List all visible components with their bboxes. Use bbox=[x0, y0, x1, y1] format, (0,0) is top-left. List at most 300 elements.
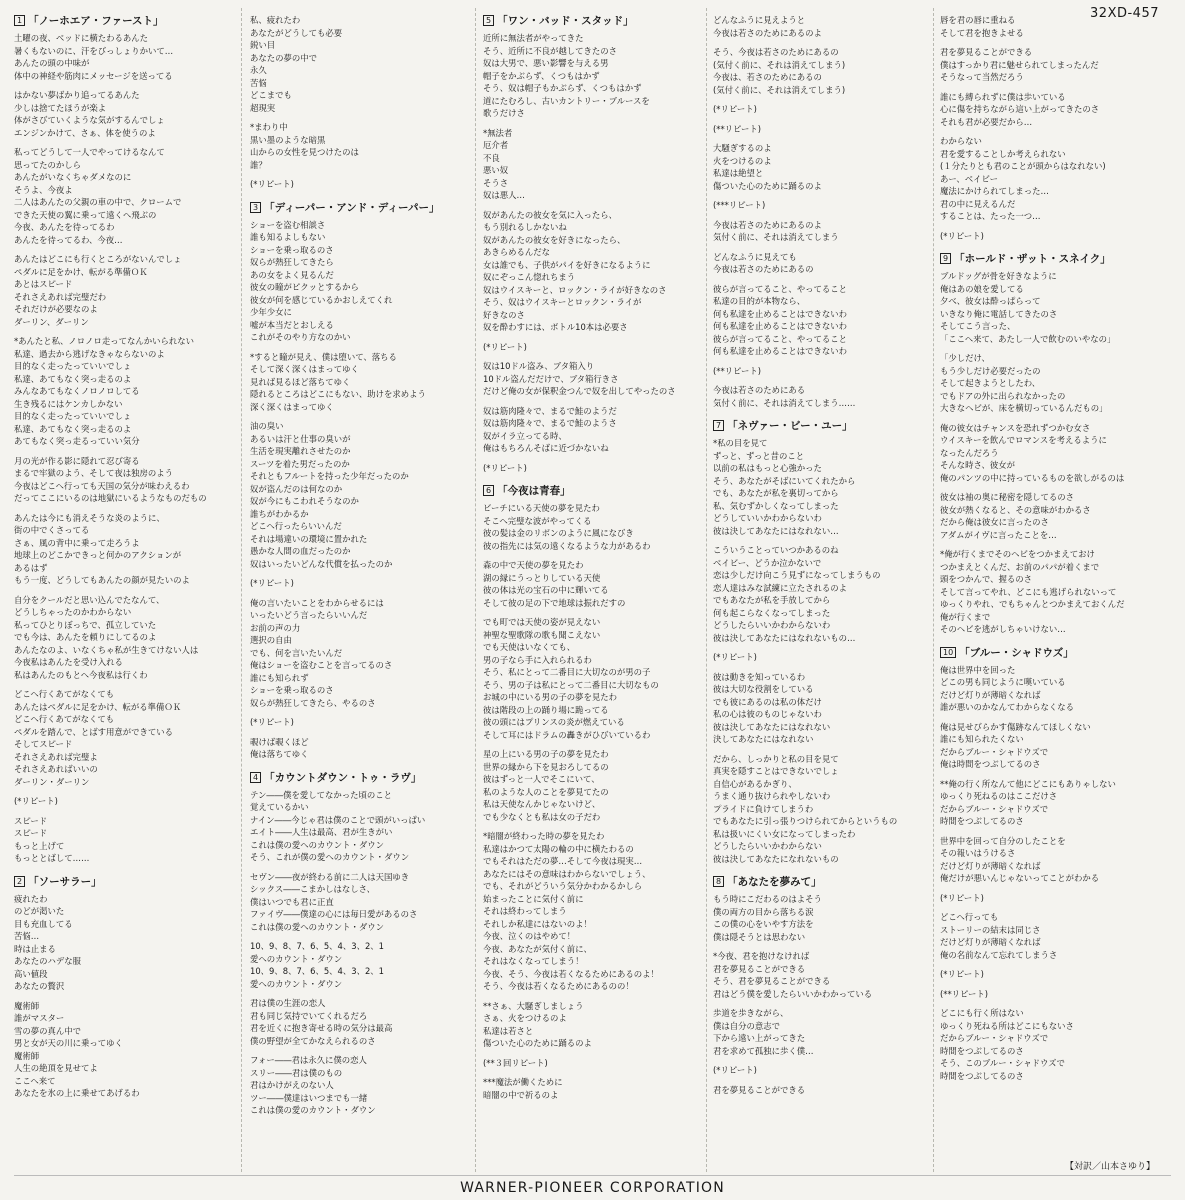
lyric-line: 僕はいつでも君に正直 bbox=[250, 896, 334, 907]
stanza bbox=[713, 283, 941, 358]
song-block bbox=[713, 875, 941, 1096]
lyric-line: それさえあれば完璧だわ bbox=[14, 291, 107, 302]
lyric-line: それしか私達にはないのよ！ bbox=[483, 918, 592, 929]
lyric-line: 私達は絶望と bbox=[713, 168, 764, 178]
lyric-line: 俺は時間をつぶしてるのさ bbox=[940, 759, 1041, 769]
lyric-line: テン――僕を愛してなかった頃のこと bbox=[250, 789, 392, 800]
lyric-line: 帽子をかぶらず、くつもはかず bbox=[483, 70, 600, 81]
lyric-line: いきなり俺に電話してきたのさ bbox=[940, 308, 1058, 319]
lyric-line: 彼らが言ってること、やってること bbox=[713, 283, 847, 294]
track-number: 9 bbox=[940, 253, 951, 264]
lyric-line: することは、たった一つ… bbox=[940, 211, 1041, 221]
lyric-line: ***魔法が働くために bbox=[483, 1077, 563, 1087]
lyric-line: 心に傷を持ちながら這い上がってきたのさ bbox=[940, 104, 1100, 114]
lyric-line: 奴はウイスキーと、ロックン・ライが好きなのさ bbox=[483, 284, 667, 295]
stanza bbox=[713, 46, 941, 96]
lyric-line: 俺は世界中を回った bbox=[940, 664, 1016, 675]
lyric-line: ナイン――今じゃ君は僕のことで頭がいっぱい bbox=[250, 814, 426, 825]
lyric-line: でもドアの外に出られなかったの bbox=[940, 390, 1066, 401]
lyric-line: みんなあてもなくノロノロしてる bbox=[14, 386, 140, 396]
song-title-text: 「ソーサラー」 bbox=[28, 875, 102, 888]
lyric-line: いったいどう言ったらいいんだ bbox=[250, 610, 368, 620]
lyric-line: でも、何を言いたいんだ bbox=[250, 647, 343, 658]
lyric-line: 今夜は、若さのためにあるの bbox=[713, 72, 822, 82]
lyric-line: 奴が今にもこわれそうなのか bbox=[250, 496, 359, 506]
stanza bbox=[483, 405, 711, 455]
song-title bbox=[250, 201, 478, 216]
lyric-line: 覚えているかい bbox=[250, 802, 309, 812]
lyric-line: 決してあなたにはなれない bbox=[713, 734, 814, 744]
lyric-line: だけど俺の女が保釈金つんで奴を出してやったのさ bbox=[483, 386, 676, 396]
lyric-line: ペダルを踏んで、とばす用意ができている bbox=[14, 726, 173, 737]
lyric-line: 奴がイラ立ってる時、 bbox=[483, 430, 567, 441]
lyric-line: 彼らが言ってること、やってること bbox=[713, 333, 847, 344]
lyric-line: 頭をつかんで、握るのさ bbox=[940, 574, 1032, 584]
lyric-line: 私、気むずかしくなってしまった bbox=[713, 500, 839, 511]
lyric-line: 雪の夢の真ん中で bbox=[14, 1025, 81, 1036]
stanza bbox=[940, 548, 1168, 636]
song-title bbox=[250, 771, 478, 786]
stanza bbox=[713, 1064, 941, 1077]
lyric-line: どこへ行っても bbox=[940, 912, 999, 922]
lyric-line: 時間をつぶしてるのさ bbox=[940, 1070, 1024, 1081]
lyric-line: あとはスピード bbox=[14, 279, 73, 289]
lyric-line: ゆっくり死ねる所はどこにもないさ bbox=[940, 1020, 1074, 1031]
lyric-line: 私はあんたのもとへ今夜私は行くわ bbox=[14, 669, 148, 680]
lyric-line: 私、疲れたわ bbox=[250, 15, 301, 25]
lyric-line: 俺のパンツの中に持っているものを欲しがるのは bbox=[940, 472, 1125, 483]
song-block bbox=[250, 14, 478, 191]
lyric-line: この僕の心をいやす方法を bbox=[713, 919, 814, 929]
lyric-line: 奴があんたの彼女を気に入ったら、 bbox=[483, 209, 617, 220]
lyric-line: 奴らが熱狂してきたら bbox=[250, 257, 334, 267]
lyric-line: (*リピート) bbox=[250, 578, 294, 588]
song-title bbox=[940, 646, 1168, 661]
lyric-line: 土曜の夜、ベッドに横たわるあんた bbox=[14, 33, 148, 43]
lyric-line: 奴は筋肉隆々で、まるで鮭のようさ bbox=[483, 418, 617, 428]
lyric-line: ショーを乗っ取るのさ bbox=[250, 244, 334, 255]
lyric-line: そう、私にとって二番目に大切なのが男の子 bbox=[483, 667, 651, 677]
lyric-line: どこにも行く所はない bbox=[940, 1008, 1024, 1018]
lyric-line: 彼女は袖の奥に秘密を隠してるのさ bbox=[940, 492, 1074, 502]
stanza bbox=[250, 716, 478, 729]
lyric-line: **俺の行く所なんて他にどこにもありゃしない bbox=[940, 778, 1116, 789]
stanza bbox=[940, 422, 1168, 485]
stanza bbox=[14, 893, 242, 993]
lyric-line: だからブルー・シャドウズで bbox=[940, 1033, 1049, 1043]
lyric-line: 君はどう僕を愛したらいいかわかっている bbox=[713, 988, 873, 999]
lyric-line: それともフルートを持った少年だったのか bbox=[250, 471, 409, 481]
stanza bbox=[250, 871, 478, 934]
lyric-line: 私の心は彼のものじゃないわ bbox=[713, 709, 822, 719]
lyric-line: 俺の言いたいことをわからせるには bbox=[250, 597, 384, 608]
lyric-line: (１分たりとも君のことが頭からはなれない) bbox=[940, 161, 1106, 171]
lyric-line: 鋭い目 bbox=[250, 40, 276, 50]
track-number: 2 bbox=[14, 876, 25, 887]
song-block bbox=[940, 14, 1168, 242]
song-title bbox=[940, 252, 1168, 267]
lyric-line: そうなって当然だろう bbox=[940, 72, 1024, 82]
stanza bbox=[940, 968, 1168, 981]
lyric-line: 道にたむろし、古いカントリー・ブルースを bbox=[483, 95, 650, 106]
lyric-line: 彼の頭にはプリンスの炎が燃えている bbox=[483, 717, 625, 727]
lyric-line: ベイビー、どうか泣かないで bbox=[713, 557, 822, 568]
lyric-line: 山からの女性を見つけたのは bbox=[250, 147, 359, 157]
lyric-line: 歩道を歩きながら、 bbox=[713, 1008, 789, 1018]
lyric-line: 誰？ bbox=[250, 159, 267, 170]
song-title-text: 「ワン・バッド・スタッド」 bbox=[497, 15, 634, 27]
lyric-line: ウイスキーを飲んでロマンスを考えるように bbox=[940, 435, 1107, 445]
lyric-line: そう、今夜は若さのためにあるの bbox=[713, 47, 839, 57]
lyric-line: 傷ついた心のために踊るのよ bbox=[713, 180, 822, 191]
lyric-line: どんなふうに見えようと bbox=[713, 15, 806, 25]
lyric-line: 今夜は若さのためにあるの bbox=[713, 264, 814, 274]
lyric-line: 私達、あてもなく突っ走るのよ bbox=[14, 423, 132, 434]
lyric-line: 彼は動きを知っているわ bbox=[713, 671, 806, 682]
lyric-line: ファイヴ――僕達の心には毎日愛があるのさ bbox=[250, 909, 418, 919]
lyric-line: **さぁ、大騒ぎしましょう bbox=[483, 1000, 584, 1011]
stanza bbox=[713, 651, 941, 664]
lyric-line: 地球上のどこかできっと何かのアクションが bbox=[14, 550, 182, 560]
lyric-line: そう、奴は帽子もかぶらず、くつもはかず bbox=[483, 83, 642, 93]
stanza bbox=[940, 988, 1168, 1001]
catalog-number: 32XD-457 bbox=[1090, 6, 1159, 21]
lyric-line: できた天使の翼に乗って遠くへ飛ぶの bbox=[14, 209, 157, 220]
song-title bbox=[14, 14, 242, 29]
song-title-text: 「ホールド・ザット・スネイク」 bbox=[954, 253, 1111, 265]
lyric-line: そして起きようとしたわ、 bbox=[940, 378, 1041, 388]
lyric-line: ゆっくり死ねるのはここだけさ bbox=[940, 791, 1058, 801]
translation-credit: 【対訳／山本さゆり】 bbox=[1064, 1162, 1155, 1172]
lyric-line: そして君を抱きよせる bbox=[940, 27, 1024, 38]
stanza bbox=[250, 736, 478, 761]
lyric-line: 女は誰でも、子供がパイを好きになるように bbox=[483, 259, 651, 270]
lyric-line: そしてスピード bbox=[14, 739, 73, 749]
lyric-line: 悪い奴 bbox=[483, 165, 509, 175]
song-block bbox=[250, 201, 478, 761]
lyric-line: (**３回リピート) bbox=[483, 1057, 548, 1068]
lyric-line: そう、あなたがそばにいてくれたから bbox=[713, 475, 856, 486]
lyric-line: シックス――こまかしはなしさ、 bbox=[250, 884, 376, 894]
lyric-line: 覗けば覗くほど bbox=[250, 736, 309, 747]
lyric-line: 近所に無法者がやってきた bbox=[483, 33, 584, 43]
stanza bbox=[713, 544, 941, 644]
lyric-line: もう一度、どうしてもあんたの顔が見たいのよ bbox=[14, 575, 190, 585]
lyric-line: *私の目を見て bbox=[713, 438, 768, 448]
lyric-line: 俺の彼女はチャンスを恐れずつかむ女さ bbox=[940, 422, 1091, 433]
lyric-line: どこへ行くあてがなくても bbox=[14, 689, 115, 699]
lyric-line: それは場違いの環境に置かれた bbox=[250, 533, 368, 544]
lyric-line: 誰ちがわかるか bbox=[250, 508, 309, 519]
stanza bbox=[940, 778, 1168, 828]
lyric-line: どうしたらいいかわからない bbox=[713, 841, 822, 851]
lyric-line: でもあなたが私を手放してから bbox=[713, 595, 831, 605]
lyric-line: 誰にも縛られずに僕は歩いている bbox=[940, 91, 1066, 102]
lyric-line: 深く深くはまってゆく bbox=[250, 401, 334, 412]
lyrics-column-3 bbox=[483, 14, 711, 1108]
lyric-line: でも彼にあるのは私の体だけ bbox=[713, 696, 822, 707]
lyric-line: これは僕の愛のカウント・ダウン bbox=[250, 1105, 376, 1115]
song-block bbox=[713, 419, 941, 865]
lyric-line: 俺の名前なんて忘れてしまうさ bbox=[940, 949, 1058, 960]
lyric-line: でも今は、あんたを頼りにしてるのよ bbox=[14, 632, 157, 642]
song-block bbox=[940, 646, 1168, 1083]
lyric-line: 高い値段 bbox=[14, 968, 48, 979]
stanza bbox=[250, 1054, 478, 1117]
lyric-line: あなたの夢の中で bbox=[250, 52, 317, 63]
stanza bbox=[250, 219, 478, 344]
stanza bbox=[14, 89, 242, 139]
lyric-line: 僕は自分の意志で bbox=[713, 1020, 780, 1031]
lyric-line: 下から遠い上がってきた bbox=[713, 1033, 806, 1043]
stanza bbox=[940, 664, 1168, 714]
lyric-line: 私達、あてもなく突っ走るのよ bbox=[14, 373, 132, 384]
lyric-line: 魔術師 bbox=[14, 1000, 40, 1011]
lyric-line: あんたはどこにも行くところがないんでしょ bbox=[14, 254, 182, 264]
lyric-line: 今夜、あなたが気付く前に、 bbox=[483, 943, 592, 954]
lyric-line: 今夜私はあんたを受け入れる bbox=[14, 657, 123, 667]
lyric-line: 自信心があるかぎり、 bbox=[713, 778, 797, 789]
lyric-line: だから俺は彼女に言ったのさ bbox=[940, 517, 1049, 527]
lyric-line: 奴はいったいどんな代償を払ったのか bbox=[250, 558, 393, 569]
lyric-line: 僕は隠そうとは思わない bbox=[713, 931, 806, 942]
lyric-line: ダーリン、ダーリン bbox=[14, 316, 89, 327]
stanza bbox=[483, 341, 711, 354]
song-title bbox=[713, 419, 941, 434]
lyric-line: ペダルに足をかけ、転がる準備ＯＫ bbox=[14, 266, 148, 277]
stanza bbox=[713, 123, 941, 136]
stanza bbox=[250, 577, 478, 590]
lyric-line: わからない bbox=[940, 136, 982, 146]
lyric-line: ブルドッグが骨を好きなように bbox=[940, 271, 1057, 281]
lyric-line: (***リピート) bbox=[713, 200, 766, 210]
lyric-line: 奴を酔わすには、ボトル10本は必要さ bbox=[483, 322, 628, 332]
lyric-line: 私ってどうして一人でやってけるなんて bbox=[14, 147, 165, 157]
lyric-line: 月の光が作る影に隠れて忍び寄る bbox=[14, 455, 140, 466]
stanza bbox=[14, 253, 242, 328]
lyrics-column-5 bbox=[940, 14, 1168, 1089]
lyric-line: 男と女が天の川に乗ってゆく bbox=[14, 1038, 123, 1048]
lyric-line: 俺はもちろんそばに近づかないね bbox=[483, 443, 609, 453]
lyric-line: 10ドル盗んだだけで、ブタ箱行きさ bbox=[483, 373, 619, 384]
lyric-line: 君も同じ気持でいてくれるだろ bbox=[250, 1010, 368, 1021]
lyric-line: のどが渇いた bbox=[14, 906, 65, 916]
stanza bbox=[713, 142, 941, 192]
song-title-text: 「ネヴァー・ビー・ユー」 bbox=[727, 420, 853, 432]
lyric-line: 愚かな人間の血だったのか bbox=[250, 546, 351, 556]
stanza bbox=[14, 815, 242, 865]
lyric-line: こういうことっていつかあるのね bbox=[713, 545, 839, 555]
lyric-line: 彼は階段の上の踊り場に跪ってる bbox=[483, 704, 609, 715]
stanza bbox=[483, 830, 711, 993]
stanza bbox=[250, 789, 478, 864]
lyric-line: あるいは汗と仕事の臭いが bbox=[250, 433, 351, 444]
stanza bbox=[483, 1076, 711, 1101]
lyric-line: 夕べ、彼女は酔っぱらって bbox=[940, 296, 1041, 306]
lyric-line: そして彼の足の下で地球は振れだすの bbox=[483, 597, 626, 608]
lyric-line: お前の声の力 bbox=[250, 622, 301, 633]
stanza bbox=[713, 199, 941, 212]
lyric-line: 生活を現実離れさせたのか bbox=[250, 446, 351, 456]
stanza bbox=[14, 688, 242, 788]
stanza bbox=[940, 911, 1168, 961]
lyric-line: そこへ完璧な波がやってくる bbox=[483, 515, 592, 526]
lyric-line: そして深く深くはまってゆく bbox=[250, 364, 359, 374]
lyric-line: 魔術師 bbox=[14, 1050, 40, 1061]
lyric-line: *すると瞳が見え、僕は堕いて、落ちる bbox=[250, 351, 397, 362]
lyric-line: (*リピート) bbox=[250, 717, 294, 727]
lyric-line: そう、君を夢見ることができる bbox=[713, 976, 831, 986]
lyric-line: 気付く前に、それは消えてしまう bbox=[713, 232, 839, 242]
lyric-line: どこまでも bbox=[250, 90, 292, 100]
lyric-line: セヴン――夜が終わる前に二人は天国ゆき bbox=[250, 871, 410, 882]
lyric-line: 誰にも知られたくない bbox=[940, 734, 1024, 744]
lyric-line: その報いはうけるさ bbox=[940, 848, 1016, 858]
footer-rule bbox=[14, 1175, 1171, 1176]
lyric-line: 好きなのさ bbox=[483, 309, 525, 320]
lyric-line: それさえあればいいの bbox=[14, 764, 98, 774]
lyric-line: そして耳にはドラムの轟きがひびいているわ bbox=[483, 729, 651, 740]
stanza bbox=[713, 251, 941, 276]
lyric-line: スピード bbox=[14, 828, 48, 838]
lyric-line: あてもなく突っ走るっていい気分 bbox=[14, 436, 140, 446]
lyric-line: なったんだろう bbox=[940, 447, 999, 458]
lyric-line: ダーリン・ダーリン bbox=[14, 776, 90, 787]
lyric-line: 僕の野望が全てかなえられるのさ bbox=[250, 1035, 376, 1046]
lyric-line: 傷ついた心のために踊るのよ bbox=[483, 1038, 592, 1048]
lyric-line: あきらめるんだな bbox=[483, 247, 550, 257]
lyric-line: これがそのやり方なのかい bbox=[250, 332, 351, 342]
stanza bbox=[483, 1057, 711, 1070]
stanza bbox=[483, 1000, 711, 1050]
lyric-line: 君は僕の生涯の恋人 bbox=[250, 998, 326, 1008]
stanza bbox=[713, 437, 941, 537]
lyric-line: 何も私達を止めることはできないわ bbox=[713, 346, 847, 356]
lyric-line: あんたがいなくちゃダメなのに bbox=[14, 172, 132, 182]
lyric-line: 星の上にいる男の子の夢を見たわ bbox=[483, 749, 609, 759]
lyric-line: 隠れるところはどこにもない、助けを求めよう bbox=[250, 389, 426, 399]
song-block bbox=[483, 14, 711, 474]
lyric-line: *俺が行くまでそのヘビをつかまえておけ bbox=[940, 549, 1095, 559]
lyric-line: 俺だけが悪いんじゃないってことがわかる bbox=[940, 873, 1100, 883]
lyric-line: 人生の絶頂を見せてよ bbox=[14, 1063, 98, 1073]
track-number: 7 bbox=[713, 420, 724, 431]
stanza bbox=[940, 721, 1168, 771]
lyric-line: 思ってたのかしら bbox=[14, 159, 81, 170]
lyric-line: そして言ってやれ、どこにも逃げられないって bbox=[940, 586, 1117, 597]
lyric-line: そう、近所に不良が越してきたのさ bbox=[483, 45, 617, 56]
lyric-line: (*リピート) bbox=[483, 462, 527, 473]
lyric-line: 奴らが熱狂してきたら、やるのさ bbox=[250, 697, 376, 708]
stanza bbox=[713, 14, 941, 39]
stanza bbox=[250, 14, 478, 114]
lyric-line: *まわり中 bbox=[250, 122, 288, 132]
lyric-line: 世界の縁から下を見おろしてるの bbox=[483, 761, 609, 772]
lyric-line: 奴が盗んだのは何なのか bbox=[250, 483, 343, 494]
lyric-line: 今夜はどこへ行っても天国の気分が味わえるわ bbox=[14, 480, 190, 491]
lyric-line: 私達、過去から逃げなきゃならないのよ bbox=[14, 348, 165, 359]
lyric-line: 「ここへ来て、あたし一人で飲むのいやなの」 bbox=[940, 333, 1116, 344]
lyric-line: 奴は10ドル盗み、ブタ箱入り bbox=[483, 361, 595, 371]
lyric-line: 体中の神経や筋肉にメッセージを送ってる bbox=[14, 70, 173, 81]
lyric-line: そしてこう言った、 bbox=[940, 321, 1016, 331]
lyric-line: 見れば見るほど落ちてゆく bbox=[250, 376, 351, 387]
stanza bbox=[14, 594, 242, 682]
lyric-line: 私は扱いにくい女になってしまったわ bbox=[713, 828, 856, 839]
lyric-line: どうしていいかわからないわ bbox=[713, 513, 822, 523]
lyric-line: 二人はあんたの父親の車の中で、クロームで bbox=[14, 197, 182, 207]
lyric-line: (気付く前に、それは消えてしまう) bbox=[713, 84, 846, 95]
lyric-line: スーツを着た男だったのか bbox=[250, 458, 350, 469]
lyric-line: 目的なく走ったっていいでしょ bbox=[14, 411, 132, 421]
lyric-line: 彼は決してあなたにはなれないもの… bbox=[713, 632, 856, 643]
stanza bbox=[250, 940, 478, 990]
lyric-line: 湖の縁にうっとりしている天使 bbox=[483, 572, 601, 583]
stanza bbox=[483, 127, 711, 202]
lyric-line: 「少しだけ、 bbox=[940, 353, 990, 363]
lyric-line: 10、9、8、7、6、5、4、3、2、1 bbox=[250, 966, 384, 976]
lyric-line: どうしちゃったのかわからない bbox=[14, 607, 132, 617]
stanza bbox=[14, 512, 242, 587]
stanza bbox=[713, 384, 941, 409]
lyric-line: (気付く前に、それは消えてしまう) bbox=[713, 59, 846, 70]
song-title-text: 「ノーホエア・ファースト」 bbox=[28, 15, 164, 27]
lyric-line: 彼の体は光の宝石の中に輝いてる bbox=[483, 585, 609, 595]
lyric-line: それだけが必要なのよ bbox=[14, 304, 98, 314]
lyric-line: あー、ベイビー bbox=[940, 173, 998, 184]
stanza bbox=[250, 178, 478, 191]
stanza bbox=[14, 32, 242, 82]
lyric-line: だからブルー・シャドウズで bbox=[940, 803, 1049, 814]
lyric-line: でもあなたに引っ張りつけられてからというもの bbox=[713, 816, 898, 826]
stanza bbox=[483, 360, 711, 398]
lyric-line: 今夜、泣くのはやめて！ bbox=[483, 931, 576, 941]
stanza bbox=[940, 892, 1168, 905]
track-number: 3 bbox=[250, 202, 261, 213]
lyric-line: もう少しだけ必要だったの bbox=[940, 365, 1041, 376]
lyric-line: どんなふうに見えても bbox=[713, 251, 797, 262]
song-title-text: 「ディーパー・アンド・ディーパー」 bbox=[264, 201, 440, 214]
lyric-line: 君を近くに抱き寄せる時の気分は最高 bbox=[250, 1023, 393, 1033]
lyric-line: 奴は筋肉隆々で、まるで鮭のようだ bbox=[483, 405, 617, 416]
lyric-line: 苦悩… bbox=[14, 931, 40, 941]
stanza bbox=[940, 270, 1168, 345]
stanza bbox=[483, 32, 711, 120]
lyric-line: 少年少女に bbox=[250, 307, 292, 317]
lyric-line: あなたのハデな服 bbox=[14, 956, 81, 966]
stanza bbox=[483, 209, 711, 334]
stanza bbox=[483, 748, 711, 823]
track-number: 4 bbox=[250, 772, 261, 783]
lyric-line: 彼は決してあなたにはなれない… bbox=[713, 525, 839, 536]
lyric-line: (*リピート) bbox=[713, 1065, 757, 1075]
lyric-line: 彼の髪は金のリボンのように風になびき bbox=[483, 528, 634, 538]
song-title bbox=[483, 14, 711, 29]
lyric-line: 気付く前に、それは消えてしまう…… bbox=[713, 397, 856, 408]
lyric-line: 森の中で天使の夢を見たわ bbox=[483, 560, 584, 570]
lyric-line: (*リピート) bbox=[250, 179, 294, 189]
stanza bbox=[250, 997, 478, 1047]
song-block bbox=[713, 14, 941, 409]
stanza bbox=[713, 753, 941, 866]
lyric-line: もっととばして…… bbox=[14, 853, 90, 863]
lyric-line: 唇を君の唇に重ねる bbox=[940, 15, 1016, 25]
lyric-line: 魔法にかけられてしまった… bbox=[940, 186, 1049, 196]
song-block bbox=[14, 14, 242, 865]
lyric-line: あの女をよく見るんだ bbox=[250, 269, 334, 280]
lyric-line: もう別れるしかないね bbox=[483, 222, 567, 232]
lyric-line: 彼はずっと一人でそこにいて、 bbox=[483, 774, 600, 784]
